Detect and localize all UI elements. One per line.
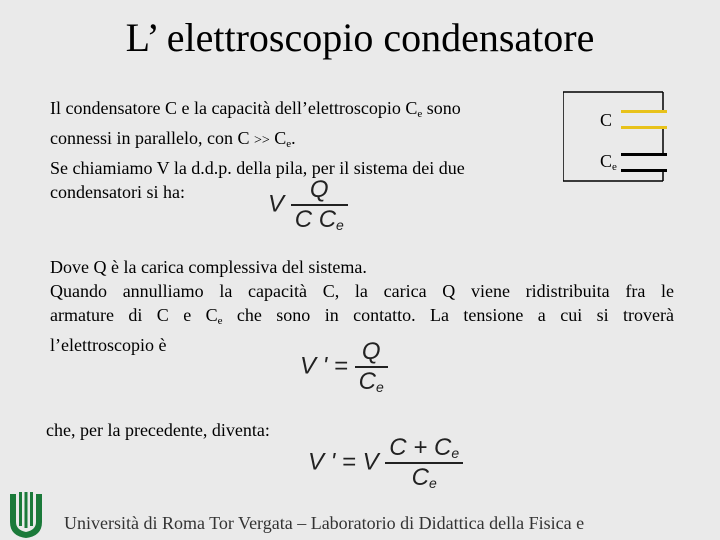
subscript: e	[451, 445, 460, 461]
capacitor-circuit-diagram	[563, 91, 673, 183]
fraction	[355, 338, 388, 396]
fraction	[385, 434, 463, 492]
numerator	[385, 434, 463, 462]
text: C	[269, 128, 287, 148]
text: C	[358, 368, 376, 395]
gap-c	[619, 113, 669, 126]
formula-v-prime-final	[308, 434, 463, 492]
university-logo-icon	[6, 488, 46, 540]
text: armature di C e C	[50, 305, 218, 325]
formula-v-prime	[300, 338, 388, 396]
capacitor-ce-label	[600, 151, 617, 173]
intro-line-1	[50, 96, 520, 126]
denominator	[355, 366, 388, 396]
capacitor-c-label: C	[600, 110, 613, 130]
text: .	[291, 128, 296, 148]
discussion-line-4: l’elettroscopio è	[50, 335, 167, 355]
intro-line-3: Se chiamiamo V la d.d.p. della pila, per il sistema dei due	[50, 158, 465, 178]
subscript: e	[428, 475, 437, 491]
text: Il condensatore C e la capacità dell’elettroscopio C	[50, 98, 418, 118]
operator: >>	[253, 133, 270, 148]
denominator	[385, 462, 463, 492]
discussion-line-1: Dove Q è la carica complessiva del sistema.	[50, 257, 367, 277]
subscript: e	[612, 161, 617, 173]
discussion-line-2: Quando annulliamo la capacità C, la carica Q viene ridistribuita fra le	[50, 281, 674, 301]
formula-lhs: V ' = V	[308, 448, 379, 476]
intro-line-4: condensatori si ha:	[50, 182, 185, 202]
text: C + C	[389, 434, 452, 461]
text: che sono in contatto. La tensione a cui si troverà	[222, 305, 674, 325]
text: C	[600, 151, 613, 171]
text: C	[411, 464, 429, 491]
fraction	[291, 176, 348, 234]
subscript: e	[375, 379, 384, 395]
numerator: Q	[361, 338, 381, 365]
text: connessi in parallelo, con C	[50, 128, 254, 148]
discussion-line-3	[50, 303, 674, 333]
denominator	[291, 204, 348, 234]
subscript: e	[286, 138, 292, 150]
text: sono	[422, 98, 461, 118]
formula-v-total	[268, 176, 348, 234]
formula-lhs: V ' =	[300, 352, 348, 380]
subscript: e	[417, 108, 423, 120]
gap-ce	[619, 156, 669, 169]
subscript: e	[217, 315, 223, 327]
text: C	[294, 206, 313, 233]
numerator: Q	[309, 176, 329, 203]
text: C	[318, 206, 337, 233]
footer-text: Università di Roma Tor Vergata – Laboratorio di Didattica della Fisica e	[64, 513, 585, 533]
transition-sentence: che, per la precedente, diventa:	[46, 420, 270, 440]
formula-lhs: V	[268, 190, 285, 218]
intro-line-2	[50, 126, 520, 156]
circuit-drawing	[563, 91, 673, 183]
subscript: e	[336, 217, 344, 233]
slide-title: L’ elettroscopio condensatore	[125, 15, 595, 60]
